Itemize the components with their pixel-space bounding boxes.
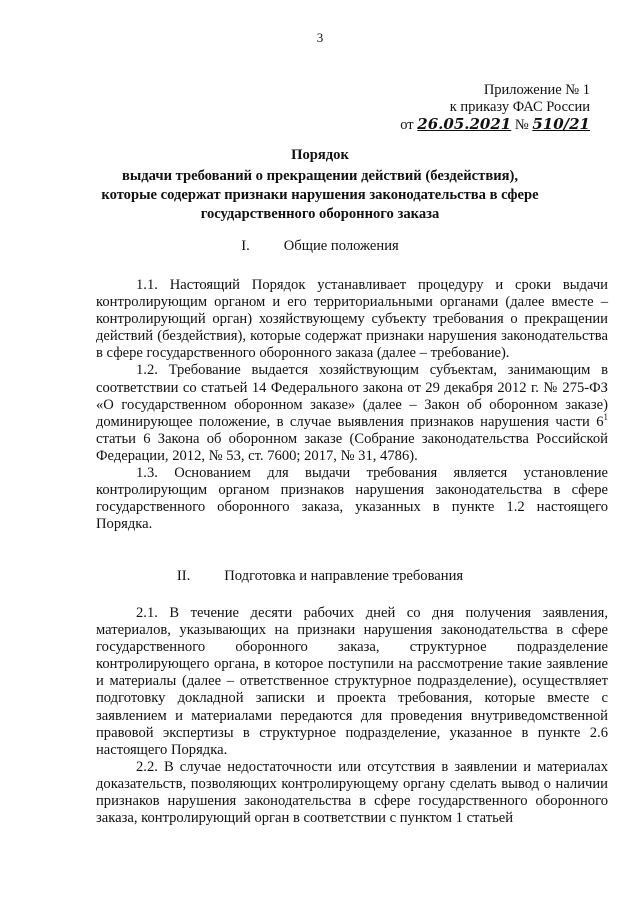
appendix-date-line — [380, 116, 590, 134]
section-title: Подготовка и направление требования — [224, 568, 464, 584]
appendix-order-ref: к приказу ФАС России — [449, 99, 590, 115]
date-prefix: от — [400, 117, 414, 133]
handwritten-date: 26.05.2021 — [417, 115, 512, 133]
appendix-block — [380, 82, 590, 134]
paragraph-1-2: 1.2. Требование выдается хозяйствующим субъектам, занимающим в соответствии со статьей 14 Федерального закона от 29 декабря 2012 г. № 275-ФЗ «О государственном оборонном заказе» (далее – Закон об оборонном заказе) доминирующее положение, в случае выявления признаков нарушения части $6^1$ статьи 6 Закона об оборонном заказе (Собрание законодательства Российской Федерации, 2012, № 53, ст. 7600; 2017, № 31, 4786). — [96, 362, 608, 464]
paragraph-1-3: 1.3. Основанием для выдачи требования является установление контролирующим органом признаков нарушения законодательства в сфере государственного оборонного заказа, указанных в пункте 1.2 настоящего Порядка. — [96, 465, 608, 533]
section-2-body — [96, 605, 608, 827]
section-1-body — [96, 277, 608, 533]
paragraph-2-1: 2.1. В течение десяти рабочих дней со дня получения заявления, материалов, указывающих на признаки нарушения законодательства в сфере государственного оборонного заказа, структурное подразделение контролирующего органа, в которое поступили на рассмотрение такие заявление и материалы (далее – ответственное структурное подразделение), осуществляет подготовку докладной записки и проекта требования, которые вместе с заявлением и материалами передаются для проведения внутриведомственной правовой экспертизы в структурное подразделение, указанное в пункте 2.6 настоящего Порядка. — [96, 605, 608, 758]
superscript: 1 — [603, 411, 608, 422]
number-prefix: № — [514, 117, 529, 133]
title-line-2: выдачи требований о прекращении действий (бездействия), — [121, 168, 519, 184]
title-line-3: которые содержат признаки нарушения законодательства в сфере — [101, 187, 539, 203]
section-heading-1 — [0, 238, 640, 255]
section-number: II. — [176, 568, 191, 584]
title-line-4: государственного оборонного заказа — [200, 206, 440, 222]
section-number: I. — [241, 238, 250, 254]
page-number: 3 — [316, 30, 324, 45]
handwritten-number: 510/21 — [532, 115, 590, 133]
document-title — [60, 146, 580, 224]
section-heading-2 — [0, 568, 640, 585]
section-title: Общие положения — [283, 238, 399, 254]
appendix-title: Приложение № 1 — [483, 82, 590, 98]
paragraph-1-1: 1.1. Настоящий Порядок устанавливает процедуру и сроки выдачи контролирующим органом и его территориальными органами (далее вместе – контролирующий орган) хозяйствующему субъекту требования о прекращении действий (бездействия), которые содержат признаки нарушения законодательства в сфере государственного оборонного заказа (далее – требование). — [96, 277, 608, 362]
paragraph-2-2: 2.2. В случае недостаточности или отсутствия в заявлении и материалах доказательств, позволяющих контролирующему органу сделать вывод о наличии признаков нарушения законодательства в сфере государственного оборонного заказа, контролирующий орган в соответствии с пунктом 1 статьей — [96, 758, 608, 827]
title-line-1: Порядок — [291, 147, 349, 163]
